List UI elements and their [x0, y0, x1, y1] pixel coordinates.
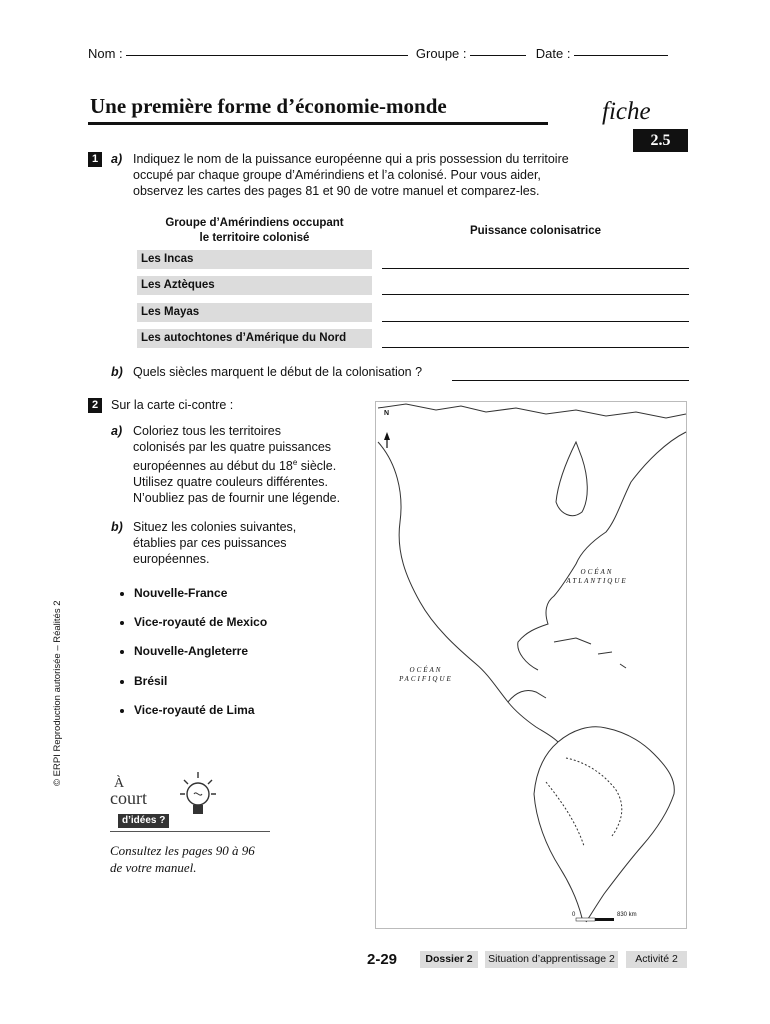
question-2a-line: européennes au début du 18e siècle.: [133, 458, 337, 474]
ocean-label-line: PACIFIQUE: [399, 675, 453, 683]
tip-consult-line: Consultez les pages 90 à 96: [110, 843, 255, 858]
fiche-number: 2.5: [633, 129, 688, 152]
tip-underline: [110, 831, 270, 832]
scale-bar-icon: [576, 918, 614, 921]
ocean-label-line: ATLANTIQUE: [566, 577, 628, 585]
scale-zero: 0: [572, 912, 576, 918]
question-1a-label: a): [111, 152, 123, 166]
question-2a-line: N’oubliez pas de fournir une légende.: [133, 491, 341, 506]
colony-name: Nouvelle-Angleterre: [134, 644, 249, 658]
lightbulb-icon: [178, 770, 218, 826]
footer-activite: Activité 2: [626, 951, 687, 968]
ocean-pacifique-label: [386, 666, 466, 684]
question-1a-line: Indiquez le nom de la puissance européenne qui a pris possession du territoire: [133, 152, 569, 166]
tip-court: court: [110, 788, 147, 808]
page-title: Une première forme d’économie-monde: [90, 94, 447, 118]
ocean-label-line: OCÉAN: [409, 666, 443, 674]
tip-idees: d’idées ?: [118, 814, 169, 828]
question-1b-answer-line[interactable]: [452, 380, 689, 381]
question-1b-label: b): [111, 365, 123, 379]
fiche-label: fiche: [602, 98, 651, 125]
north-label: N: [384, 410, 390, 417]
question-2a-line: Coloriez tous les territoires: [133, 424, 281, 438]
question-2b-line: européennes.: [133, 552, 210, 566]
groupe-field[interactable]: [470, 55, 526, 56]
bullet-icon: [120, 592, 124, 596]
date-field[interactable]: [574, 55, 668, 56]
tip-consult-text: [110, 842, 255, 876]
colony-name: Brésil: [134, 674, 168, 688]
question-2a-text: [133, 423, 373, 506]
list-item: [120, 703, 255, 717]
ocean-label-line: OCÉAN: [580, 568, 614, 576]
americas-outline-map[interactable]: [375, 401, 687, 929]
footer-situation: Situation d’apprentissage 2: [485, 951, 618, 968]
question-1a-text: [133, 151, 693, 199]
colony-name: Nouvelle-France: [134, 586, 228, 600]
question-2a-line: colonisés par les quatre puissances: [133, 440, 332, 454]
table-row-label: Les autochtones d’Amérique du Nord: [137, 329, 372, 348]
list-item: [120, 644, 248, 658]
north-arrow-icon: [384, 432, 390, 448]
question-1a-line: occupé par chaque groupe d’Amérindiens et l’a colonisé. Pour vous aider,: [133, 168, 541, 182]
question-2b-text: [133, 519, 373, 567]
bullet-icon: [120, 709, 124, 713]
question-2a-line: Utilisez quatre couleurs différentes.: [133, 475, 329, 490]
table-row-label: Les Incas: [137, 250, 372, 269]
answer-line[interactable]: [382, 268, 689, 269]
question-2b-line: établies par ces puissances: [133, 536, 287, 550]
list-item: [120, 586, 227, 600]
table-row-label: Les Aztèques: [137, 276, 372, 295]
colony-name: Vice-royauté de Mexico: [134, 615, 268, 629]
tip-consult-line: de votre manuel.: [110, 860, 197, 875]
answer-line[interactable]: [382, 294, 689, 295]
date-label: Date :: [535, 46, 571, 61]
question-2-number: 2: [88, 398, 102, 413]
column-header-line: Groupe d’Amérindiens occupant: [165, 217, 344, 229]
nom-field[interactable]: [126, 55, 408, 56]
bullet-icon: [120, 621, 124, 625]
nom-label: Nom :: [88, 46, 123, 61]
question-1a-line: observez les cartes des pages 81 et 90 de votre manuel et comparez-les.: [133, 184, 540, 198]
question-2a-label: a): [111, 424, 123, 438]
tip-logo: [110, 770, 275, 832]
answer-line[interactable]: [382, 347, 689, 348]
footer-dossier: Dossier 2: [420, 951, 478, 968]
column-header-puissance: Puissance colonisatrice: [469, 225, 602, 237]
table-row-label: Les Mayas: [137, 303, 372, 322]
bullet-icon: [120, 650, 124, 654]
title-underline: [88, 122, 548, 125]
ocean-atlantique-label: [552, 568, 642, 586]
column-header-line: le territoire colonisé: [199, 232, 310, 244]
question-2-intro: Sur la carte ci-contre :: [111, 398, 234, 412]
tip-a: À: [114, 776, 125, 791]
bullet-icon: [120, 680, 124, 684]
list-item: [120, 674, 167, 688]
question-1b-text: Quels siècles marquent le début de la colonisation ?: [133, 365, 423, 379]
answer-line[interactable]: [382, 321, 689, 322]
copyright-side-note: © ERPI Reproduction autorisée – Réalités 2: [52, 600, 63, 786]
page-number: 2-29: [367, 951, 398, 968]
groupe-label: Groupe :: [415, 46, 467, 61]
list-item: [120, 615, 267, 629]
question-1-number: 1: [88, 152, 102, 167]
column-header-groupe: [137, 216, 372, 246]
colony-name: Vice-royauté de Lima: [134, 703, 255, 717]
student-info-header: [88, 46, 668, 61]
scale-km: 830 km: [617, 912, 637, 918]
question-2b-line: Situez les colonies suivantes,: [133, 520, 297, 534]
question-2b-label: b): [111, 520, 123, 534]
